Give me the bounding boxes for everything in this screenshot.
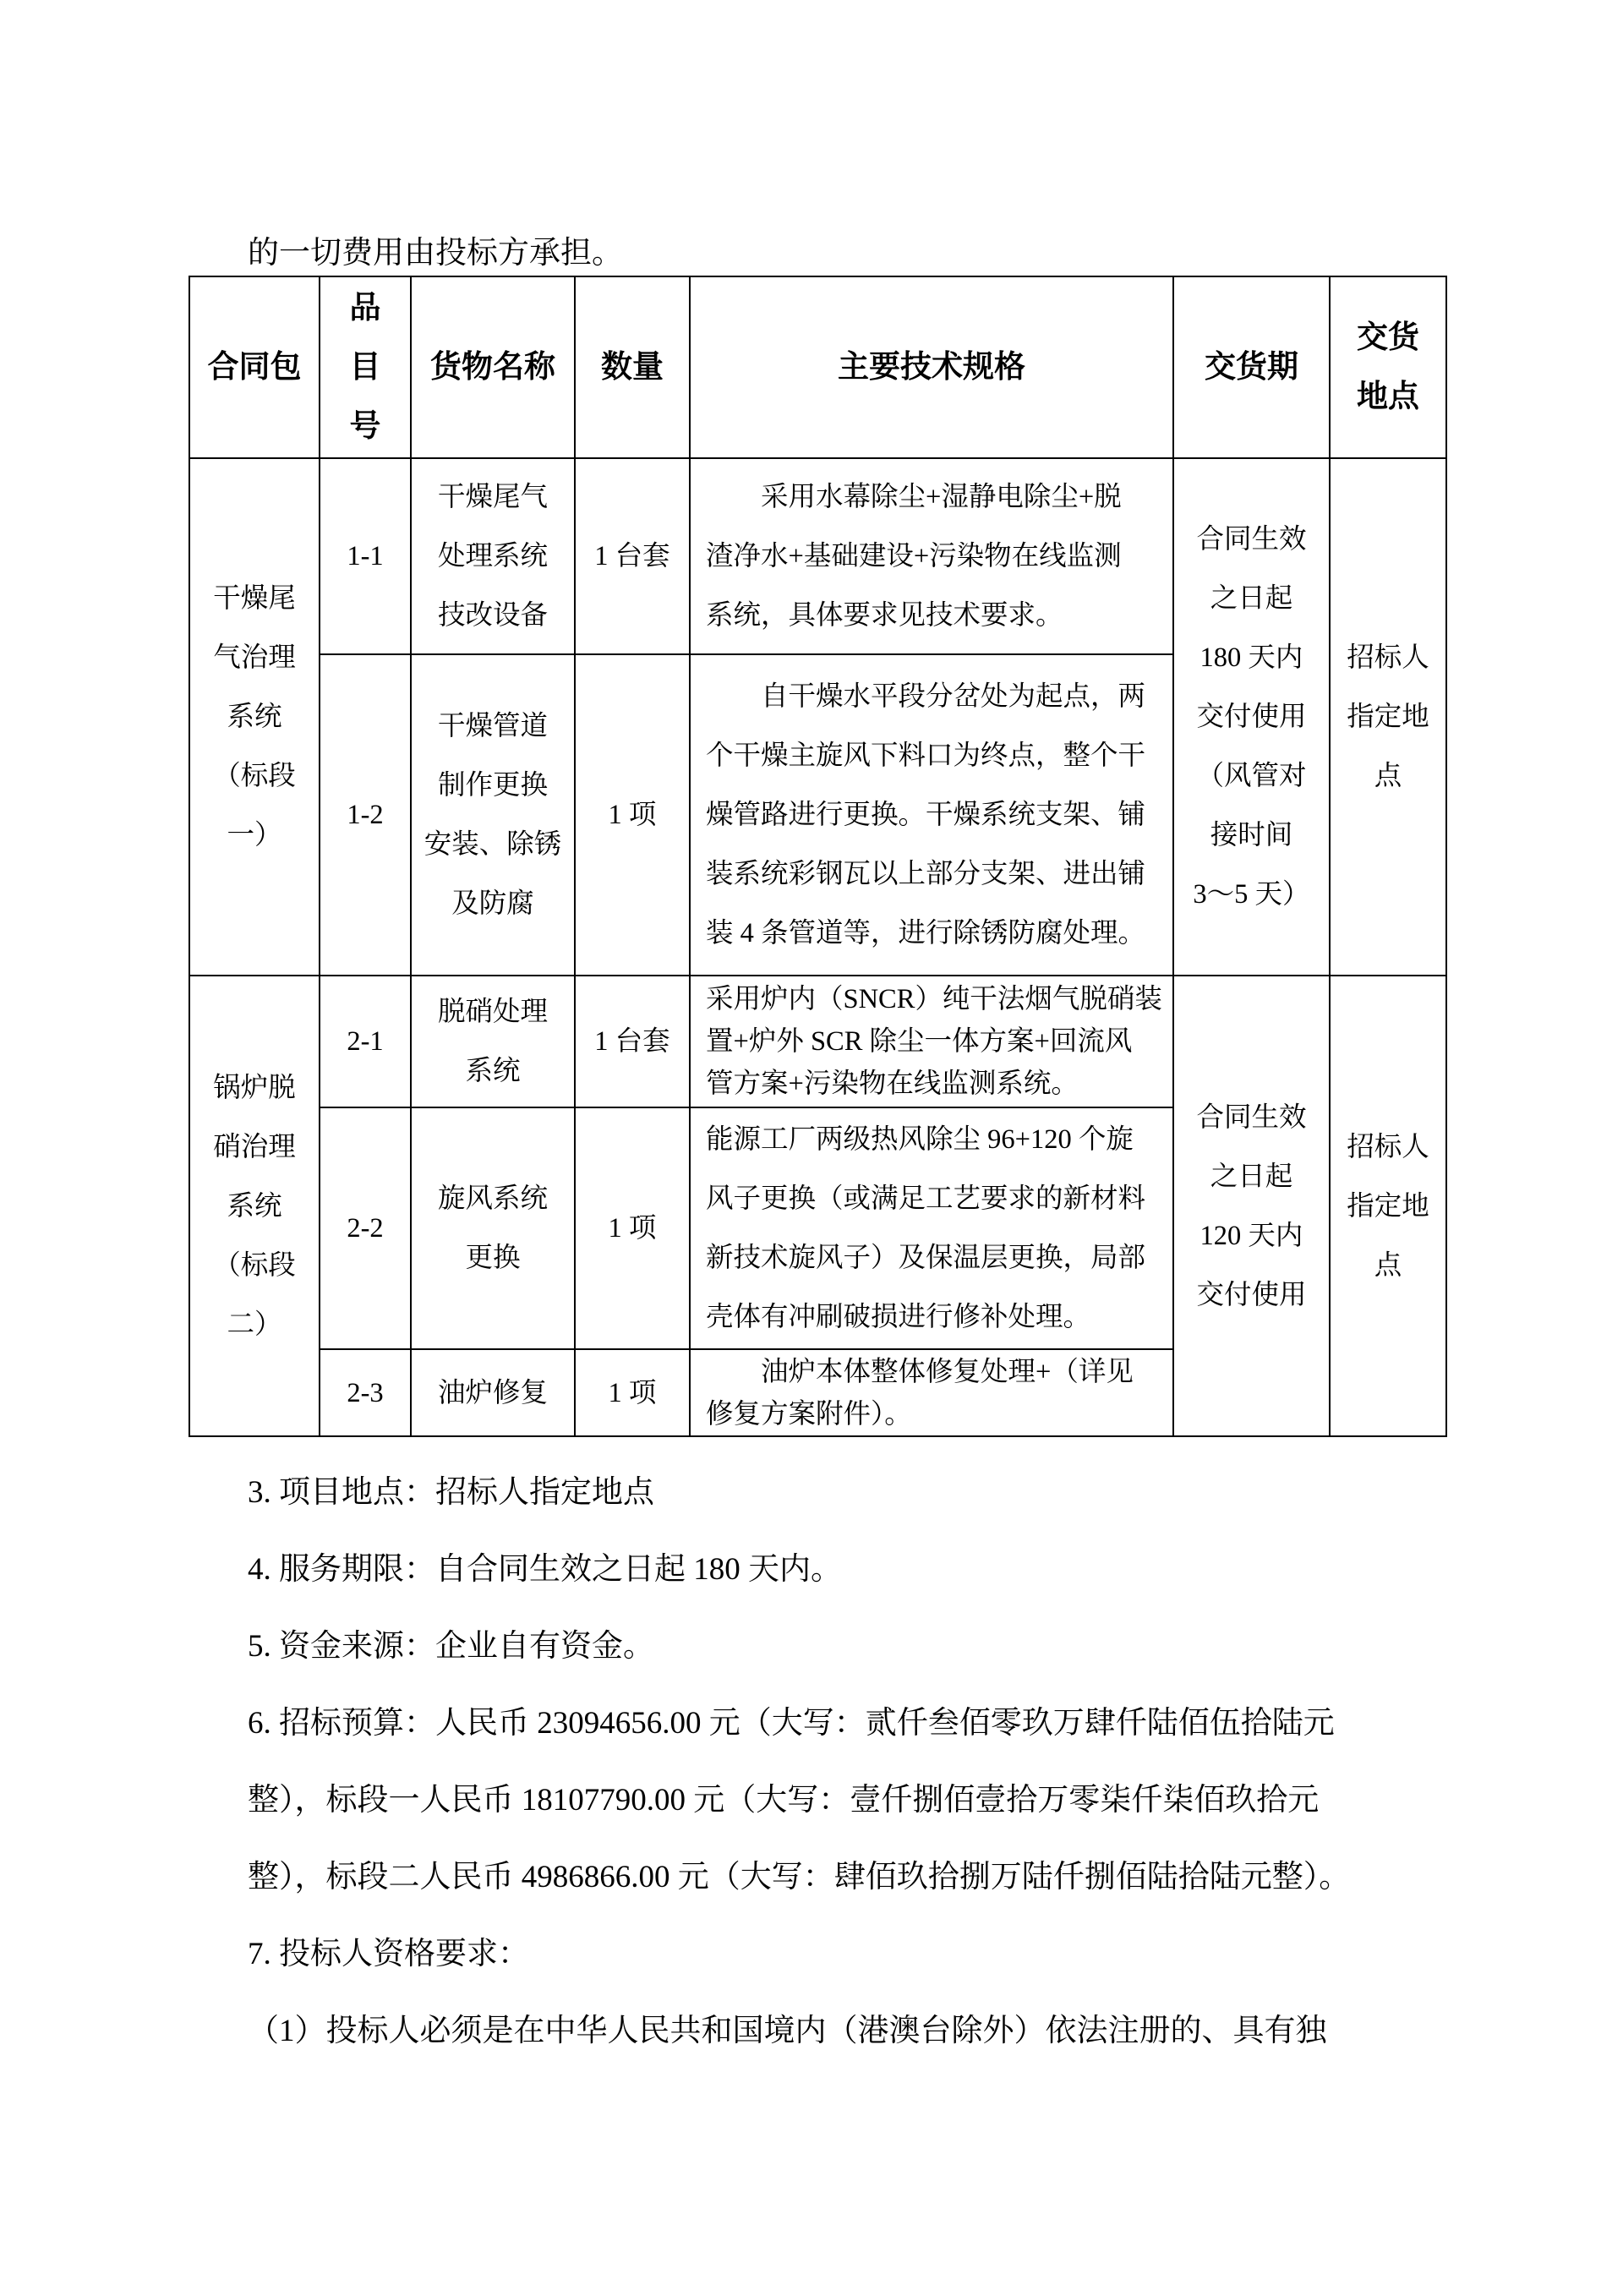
project-location: 3. 项目地点：招标人指定地点	[248, 1475, 654, 1510]
package-cell	[189, 976, 320, 1436]
item-no-cell	[320, 1107, 411, 1349]
cell-line: 采用水幕除尘+湿静电除尘+脱	[761, 482, 1122, 512]
cell-line: 一）	[227, 820, 282, 850]
cell-line: 技改设备	[437, 600, 548, 631]
cell-line: 渣净水+基础建设+污染物在线监测	[706, 541, 1122, 571]
cell-line: （标段	[213, 1249, 296, 1281]
item-no-cell	[320, 654, 411, 976]
package-cell	[189, 458, 320, 976]
table-header-row	[189, 276, 1446, 458]
cell-line: 1 项	[608, 1377, 657, 1408]
cell-line: 更换	[465, 1243, 521, 1273]
cell-line: 1 台套	[594, 1026, 670, 1057]
cell-line: 合同生效	[1196, 524, 1307, 555]
cell-line: 1 项	[608, 1213, 657, 1244]
cell-line: 180 天内	[1199, 642, 1303, 673]
cell-line: 干燥尾	[213, 583, 296, 614]
specs-cell	[690, 1107, 1173, 1349]
header-label: 地点	[1357, 379, 1419, 414]
cell-line: 自干燥水平段分岔处为起点，两	[761, 681, 1146, 712]
cell-line: 系统	[465, 1056, 521, 1086]
header-label: 目	[349, 349, 381, 385]
cell-line: 气治理	[213, 642, 296, 673]
header-label: 合同包	[207, 349, 302, 385]
cell-line: 2-1	[347, 1026, 384, 1057]
qualification-heading: 7. 投标人资格要求：	[248, 1937, 529, 1971]
cell-line: 干燥管道	[437, 711, 548, 741]
budget-line: 6. 招标预算：人民币 23094656.00 元（大写：贰仟叁佰零玖万肆仟陆佰伍拾陆元	[248, 1706, 1335, 1741]
cell-line: 接时间	[1210, 820, 1293, 850]
delivery-place-cell	[1330, 458, 1446, 976]
cell-line: 燥管路进行更换。干燥系统支架、铺	[706, 800, 1146, 830]
cell-line: 之日起	[1210, 1161, 1293, 1192]
budget-line: 整），标段二人民币 4986866.00 元（大写：肆佰玖拾捌万陆仟捌佰陆拾陆元整）。	[248, 1860, 1351, 1894]
service-period: 4. 服务期限：自合同生效之日起 180 天内。	[248, 1552, 842, 1587]
header-label: 号	[349, 408, 381, 444]
qualification-item-1: （1）投标人必须是在中华人民共和国境内（港澳台除外）依法注册的、具有独	[248, 2014, 1327, 2048]
header-goods-name	[411, 276, 575, 458]
cell-line: 风子更换（或满足工艺要求的新材料	[706, 1184, 1146, 1214]
goods-name-cell	[411, 1107, 575, 1349]
specs-cell	[690, 654, 1173, 976]
cell-line: （标段	[213, 761, 296, 791]
delivery-place-cell	[1330, 976, 1446, 1436]
body-section	[248, 1454, 1350, 2069]
cell-line: 1-1	[347, 541, 384, 571]
header-label: 货物名称	[430, 349, 555, 385]
quantity-cell	[575, 1107, 690, 1349]
cell-line: 制作更换	[437, 770, 548, 801]
goods-name-cell	[411, 654, 575, 976]
lot-2-rows	[189, 976, 1446, 1436]
quantity-cell	[575, 654, 690, 976]
goods-name-cell	[411, 458, 575, 654]
goods-name-cell	[411, 976, 575, 1107]
cell-line: 2-2	[347, 1213, 384, 1244]
item-no-cell	[320, 976, 411, 1107]
cell-line: 壳体有冲刷破损进行修补处理。	[706, 1302, 1091, 1332]
specs-cell	[690, 976, 1173, 1107]
cell-line: 安装、除锈	[424, 829, 562, 860]
cell-line: 处理系统	[437, 541, 548, 571]
cell-line: 交付使用	[1196, 1279, 1307, 1310]
specs-cell	[690, 1349, 1173, 1436]
cell-line: 干燥尾气	[437, 482, 548, 512]
header-label: 品	[349, 290, 381, 325]
table-row	[189, 976, 1446, 1107]
cell-line: 2-3	[347, 1377, 384, 1408]
lot-1-rows	[189, 458, 1446, 976]
cell-line: 1-2	[347, 800, 384, 830]
header-delivery-place	[1330, 276, 1446, 458]
header-package	[189, 276, 320, 458]
cell-line: 系统	[227, 702, 282, 732]
header-label: 主要技术规格	[838, 349, 1025, 385]
quantity-cell	[575, 1349, 690, 1436]
delivery-period-cell	[1173, 458, 1330, 976]
item-no-cell	[320, 458, 411, 654]
cell-line: 120 天内	[1199, 1220, 1303, 1251]
cell-line: 新技术旋风子）及保温层更换，局部	[706, 1243, 1146, 1273]
quantity-cell	[575, 976, 690, 1107]
header-label: 数量	[601, 349, 664, 385]
cell-line: 个干燥主旋风下料口为终点，整个干	[706, 741, 1146, 771]
cell-line: 锅炉脱	[213, 1072, 296, 1103]
procurement-table	[189, 276, 1447, 1437]
specs-cell	[690, 458, 1173, 654]
header-delivery-period	[1173, 276, 1330, 458]
cell-line: 能源工厂两级热风除尘 96+120 个旋	[706, 1124, 1134, 1155]
cell-line: 油炉修复	[437, 1377, 548, 1408]
intro-line: 的一切费用由投标方承担。	[248, 236, 623, 271]
cell-line: 装系统彩钢瓦以上部分支架、进出铺	[706, 859, 1146, 889]
cell-line: 招标人	[1347, 642, 1429, 673]
table-row	[189, 458, 1446, 654]
header-label: 交货	[1357, 320, 1419, 355]
cell-line: 脱硝处理	[437, 997, 548, 1027]
cell-line: 招标人	[1347, 1131, 1429, 1162]
fund-source: 5. 资金来源：企业自有资金。	[248, 1629, 654, 1664]
cell-line: 置+炉外 SCR 除尘一体方案+回流风	[706, 1026, 1133, 1057]
cell-line: 硝治理	[213, 1131, 296, 1162]
cell-line: 之日起	[1210, 583, 1293, 614]
cell-line: 指定地	[1347, 702, 1429, 732]
delivery-period-cell	[1173, 976, 1330, 1436]
cell-line: 点	[1374, 1249, 1402, 1281]
cell-line: 1 台套	[594, 541, 670, 571]
cell-line: 旋风系统	[437, 1184, 548, 1214]
cell-line: 指定地	[1347, 1190, 1429, 1222]
quantity-cell	[575, 458, 690, 654]
cell-line: 装 4 条管道等，进行除锈防腐处理。	[706, 918, 1146, 948]
cell-line: 1 项	[608, 800, 657, 830]
item-no-cell	[320, 1349, 411, 1436]
cell-line: 油炉本体整体修复处理+（详见	[761, 1356, 1134, 1387]
goods-name-cell	[411, 1349, 575, 1436]
cell-line: 管方案+污染物在线监测系统。	[706, 1069, 1079, 1099]
header-quantity	[575, 276, 690, 458]
cell-line: 采用炉内（SNCR）纯干法烟气脱硝装	[706, 984, 1162, 1014]
cell-line: 系统	[227, 1190, 282, 1222]
cell-line: 及防腐	[451, 888, 534, 919]
budget-line: 整），标段一人民币 18107790.00 元（大写：壹仟捌佰壹拾万零柒仟柒佰玖拾元	[248, 1783, 1320, 1818]
cell-line: 系统，具体要求见技术要求。	[706, 600, 1063, 631]
cell-line: 二）	[227, 1309, 282, 1340]
cell-line: 合同生效	[1196, 1102, 1307, 1133]
header-specs	[690, 276, 1173, 458]
cell-line: （风管对	[1196, 761, 1307, 791]
cell-line: 点	[1374, 761, 1402, 791]
cell-line: 修复方案附件）。	[706, 1398, 912, 1430]
header-item-no	[320, 276, 411, 458]
cell-line: 交付使用	[1196, 702, 1307, 732]
header-label: 交货期	[1205, 349, 1298, 385]
cell-line: 3～5 天）	[1193, 879, 1310, 910]
